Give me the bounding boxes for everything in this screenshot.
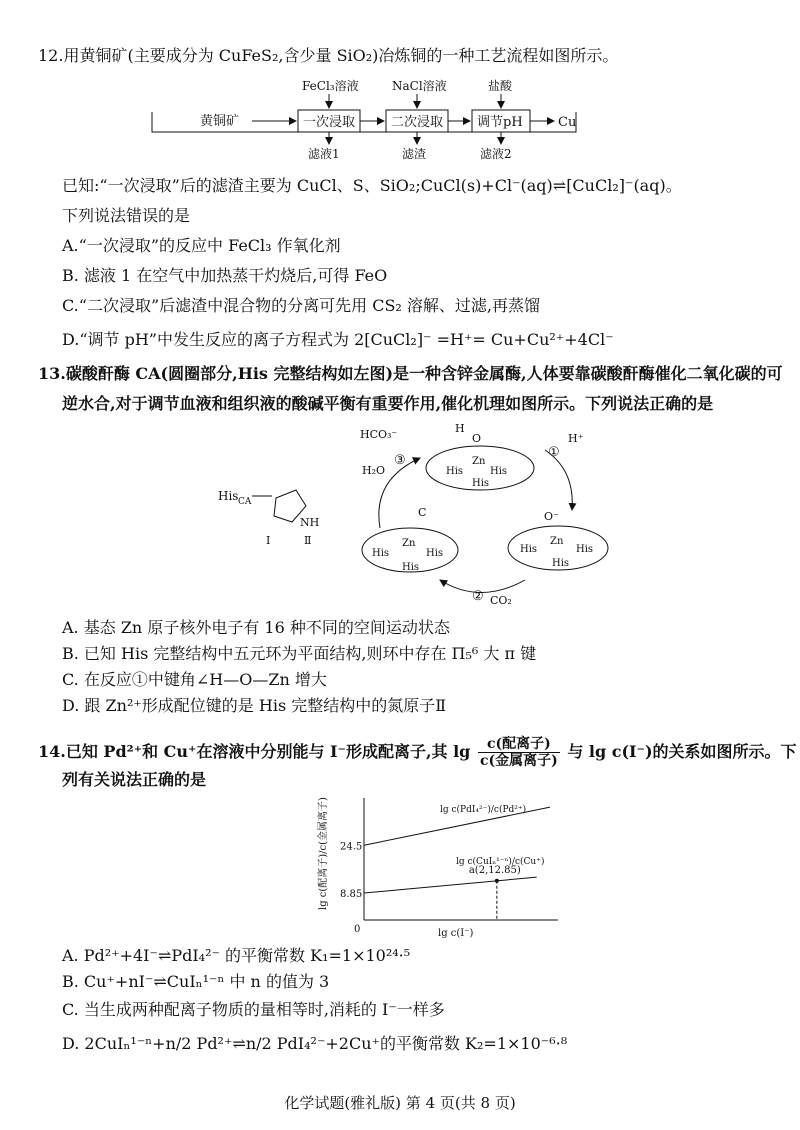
point-a-label: a(2,12.85)	[468, 864, 521, 876]
q12-ask: 下列说法错误的是	[62, 206, 191, 225]
q14-chart	[310, 790, 570, 940]
q14-option-a: A. Pd²⁺+4I⁻⇌PdI₄²⁻ 的平衡常数 K₁=1×10²⁴·⁵	[62, 946, 411, 965]
q14-stem-2: 列有关说法正确的是	[62, 770, 207, 789]
his-roman-2: Ⅱ	[304, 534, 312, 547]
right-zn: Zn	[550, 536, 564, 547]
flow-input: 黄铜矿	[200, 114, 240, 129]
q12-option-d: D.“调节 pH”中发生反应的离子方程式为 2[CuCl₂]⁻ =H⁺= Cu+Cu²⁺+4Cl⁻	[62, 330, 614, 349]
q14-option-d: D. 2CuIₙ¹⁻ⁿ+n/2 Pd²⁺⇌n/2 PdI₄²⁻+2Cu⁺的平衡常数 K₂=1×10⁻⁶·⁸	[62, 1034, 568, 1053]
q14-stem-b: 与 lg c(I⁻)的关系如图所示。下	[567, 742, 797, 761]
top-his-1: His	[446, 466, 464, 477]
step-3-label: ③	[394, 453, 406, 468]
his-nh: NH	[300, 516, 320, 529]
flow-step-2: 二次浸取	[391, 115, 444, 130]
top-his-3: His	[472, 478, 490, 489]
q12-option-a: A.“一次浸取”的反应中 FeCl₃ 作氧化剂	[62, 236, 341, 255]
step-2-label: ②	[472, 589, 484, 604]
y-tick-8-85: 8.85	[340, 889, 363, 901]
q12-option-c: C.“二次浸取”后滤渣中混合物的分离可先用 CS₂ 溶解、过滤,再蒸馏	[62, 296, 540, 315]
top-zn: Zn	[472, 456, 486, 467]
flow-output-2: 滤渣	[402, 147, 427, 161]
q13-mechanism-diagram	[0, 420, 800, 620]
species-co2: CO₂	[490, 594, 512, 607]
species-hco3: HCO₃⁻	[360, 428, 398, 441]
chart-xlabel: lg c(I⁻)	[438, 928, 474, 939]
q14-frac-num: c(配离子)	[478, 736, 560, 753]
right-his-3: His	[552, 558, 570, 569]
flow-output-1: 滤液1	[308, 147, 340, 161]
q13-option-b: B. 已知 His 完整结构中五元环为平面结构,则环中存在 Π₅⁶ 大 π 键	[62, 644, 537, 663]
left-his-1: His	[372, 548, 390, 559]
top-h: H	[455, 422, 465, 435]
flow-output-3: 滤液2	[480, 147, 512, 161]
q14-option-b: B. Cu⁺+nI⁻⇌CuIₙ¹⁻ⁿ 中 n 的值为 3	[62, 972, 330, 991]
species-h2o: H₂O	[362, 464, 386, 477]
chart-origin: 0	[354, 924, 361, 935]
right-oh: O⁻	[544, 510, 559, 523]
q14-stem-1	[38, 736, 797, 769]
q14-frac-den: c(金属离子)	[479, 753, 558, 769]
his-roman-1: Ⅰ	[266, 534, 271, 547]
q14-option-c: C. 当生成两种配离子物质的量相等时,消耗的 I⁻一样多	[62, 1000, 445, 1019]
chart-ylabel: lg c(配离子)/c(金属离子)	[318, 797, 329, 910]
q12-stem: 12.用黄铜矿(主要成分为 CuFeS₂,含少量 SiO₂)冶炼铜的一种工艺流程如图所示。	[38, 46, 619, 65]
left-his-3: His	[402, 562, 420, 573]
his-sub: CA	[238, 497, 252, 507]
q13-stem-2: 逆水合,对于调节血液和组织液的酸碱平衡有重要作用,催化机理如图所示。下列说法正确的是	[62, 394, 714, 413]
series-pd-label: lg c(PdI₄²⁻)/c(Pd²⁺)	[440, 805, 527, 815]
q13-stem-1: 13.碳酸酐酶 CA(圆圈部分,His 完整结构如左图)是一种含锌金属酶,人体要靠碳酸酐酶催化二氧化碳的可	[38, 364, 783, 383]
q14-fraction	[478, 736, 560, 769]
flow-step-3: 调节pH	[477, 115, 523, 130]
top-his-2: His	[490, 466, 508, 477]
q13-option-c: C. 在反应①中键角∠H—O—Zn 增大	[62, 670, 327, 689]
series-cu-line	[364, 877, 537, 893]
his-label: His	[218, 489, 239, 503]
flow-product: Cu	[558, 115, 577, 130]
q12-known: 已知:“一次浸取”后的滤渣主要为 CuCl、S、SiO₂;CuCl(s)+Cl⁻(aq)⇌[CuCl₂]⁻(aq)。	[62, 176, 682, 195]
q14-stem-a: 14.已知 Pd²⁺和 Cu⁺在溶液中分别能与 I⁻形成配离子,其 lg	[38, 742, 471, 761]
q12-option-b: B. 滤液 1 在空气中加热蒸干灼烧后,可得 FeO	[62, 266, 388, 285]
right-his-1: His	[520, 544, 538, 555]
flow-reagent-3: 盐酸	[488, 79, 513, 93]
flow-reagent-2: NaCl溶液	[392, 79, 447, 93]
species-h-plus: H⁺	[568, 432, 584, 445]
right-his-2: His	[576, 544, 594, 555]
left-zn: Zn	[402, 538, 416, 549]
q12-flow-diagram	[0, 76, 800, 161]
series-cu-label: lg c(CuIₙ¹⁻ⁿ)/c(Cu⁺)	[456, 857, 545, 867]
point-a	[495, 879, 499, 883]
step-1-label: ①	[548, 445, 560, 460]
flow-reagent-1: FeCl₃溶液	[302, 79, 359, 93]
page-footer: 化学试题(雅礼版) 第 4 页(共 8 页)	[284, 1094, 516, 1112]
left-his-2: His	[426, 548, 444, 559]
flow-step-1: 一次浸取	[303, 115, 356, 130]
q13-option-a: A. 基态 Zn 原子核外电子有 16 种不同的空间运动状态	[62, 618, 450, 637]
y-tick-24-5: 24.5	[340, 841, 363, 853]
top-o: O	[472, 432, 482, 445]
left-c: C	[418, 506, 427, 519]
q13-option-d: D. 跟 Zn²⁺形成配位键的是 His 完整结构中的氮原子Ⅱ	[62, 696, 447, 715]
